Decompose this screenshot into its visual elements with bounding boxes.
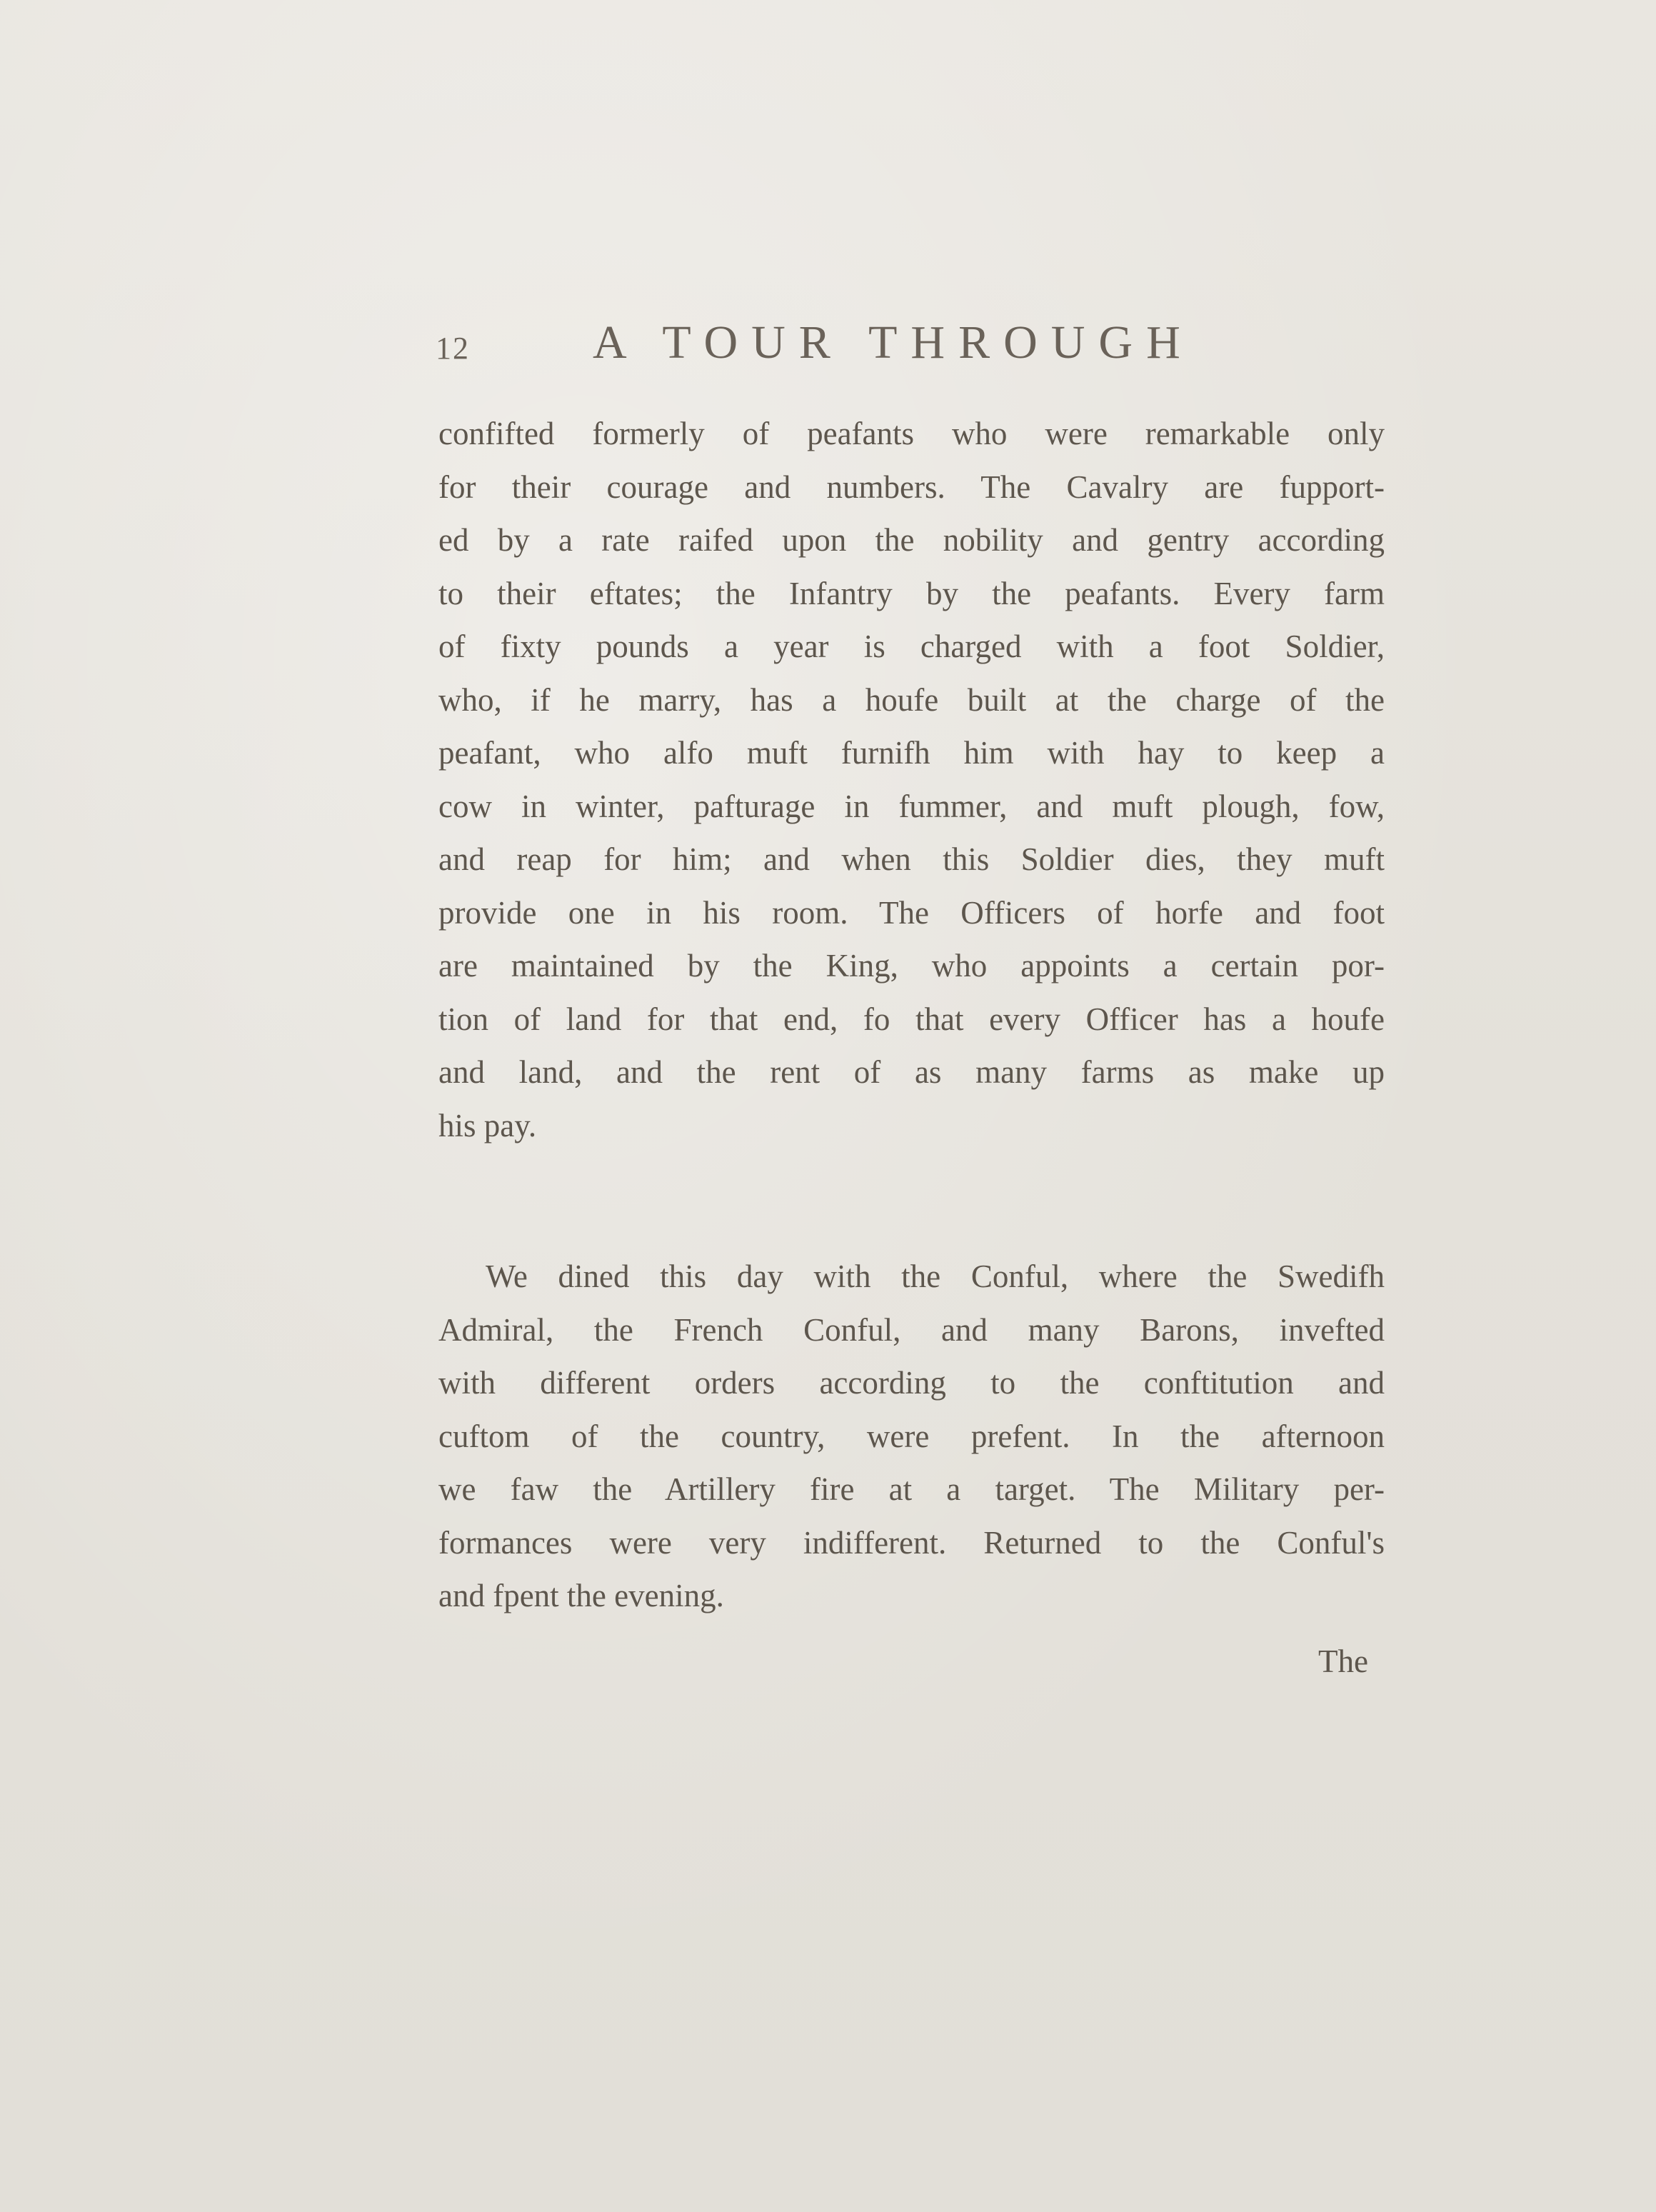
paragraph-2 xyxy=(438,1250,1385,1623)
text-line: with different orders according to the conftitution and xyxy=(438,1365,1385,1401)
page-header xyxy=(436,316,1278,380)
text-line: of fixty pounds a year is charged with a foot Soldier, xyxy=(438,629,1385,664)
page-number: 12 xyxy=(436,331,470,366)
text-line: to their eftates; the Infantry by the peafants. Every farm xyxy=(438,575,1385,611)
text-line: are maintained by the King, who appoints a certain por- xyxy=(438,948,1385,984)
catchword: The xyxy=(1318,1643,1368,1679)
text-line: cow in winter, pafturage in fummer, and muft plough, fow, xyxy=(438,788,1385,824)
text-line: peafant, who alfo muft furnifh him with hay to keep a xyxy=(438,735,1385,771)
text-line: formances were very indifferent. Returned to the Conful's xyxy=(438,1524,1385,1561)
text-line: Admiral, the French Conful, and many Barons, invefted xyxy=(438,1311,1385,1348)
text-line: provide one in his room. The Officers of horfe and foot xyxy=(438,894,1385,931)
text-line: confifted formerly of peafants who were remarkable only xyxy=(438,416,1385,451)
text-line: tion of land for that end, fo that every Officer has a houfe xyxy=(438,1001,1385,1037)
text-line: ed by a rate raifed upon the nobility and gentry according xyxy=(438,522,1385,558)
text-line: We dined this day with the Conful, where the Swedifh xyxy=(486,1258,1385,1294)
running-title: A TOUR THROUGH xyxy=(593,316,1194,369)
text-line: and reap for him; and when this Soldier dies, they muft xyxy=(438,841,1385,877)
text-line: cuftom of the country, were prefent. In the afternoon xyxy=(438,1418,1385,1454)
text-line: who, if he marry, has a houfe built at the charge of the xyxy=(438,681,1385,718)
text-line: for their courage and numbers. The Cavalry are fupport- xyxy=(438,469,1385,505)
paragraph-1 xyxy=(438,407,1385,1152)
text-line: we faw the Artillery fire at a target. The Military per- xyxy=(438,1471,1385,1507)
text-line: and fpent the evening. xyxy=(438,1578,724,1613)
text-line: and land, and the rent of as many farms as make up xyxy=(438,1054,1385,1090)
text-line: his pay. xyxy=(438,1107,537,1143)
